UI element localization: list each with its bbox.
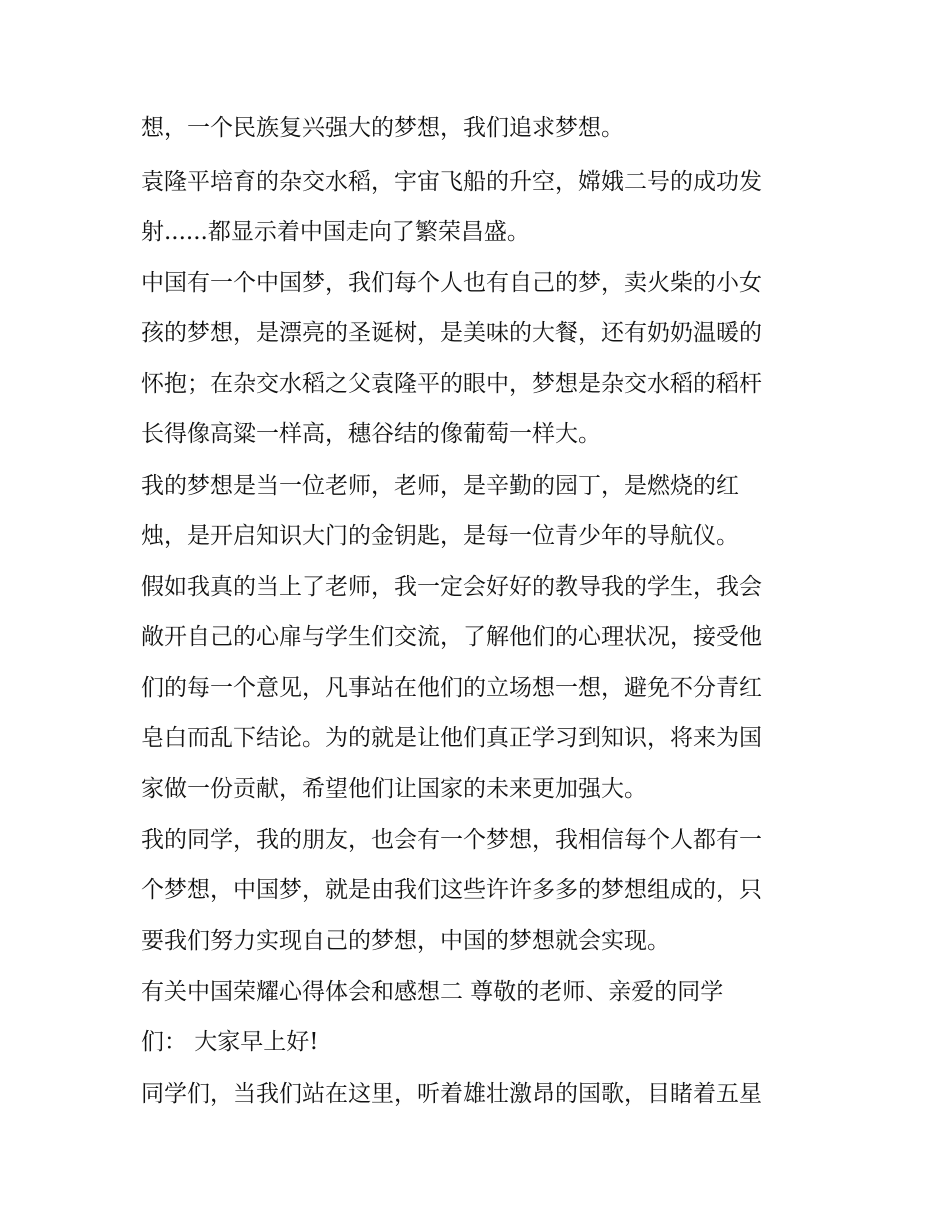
text-line: 怀抱；在杂交水稻之父袁隆平的眼中，梦想是杂交水稻的稻杆	[141, 371, 762, 397]
text-line: 中国有一个中国梦，我们每个人也有自己的梦，卖火柴的小女	[141, 270, 762, 296]
text-line: 有关中国荣耀心得体会和感想二 尊敬的老师、亲爱的同学	[141, 979, 724, 1005]
text-line: 想，一个民族复兴强大的梦想，我们追求梦想。	[141, 115, 624, 141]
text-line: 假如我真的当上了老师，我一定会好好的教导我的学生，我会	[141, 574, 762, 600]
text-line: 我的同学，我的朋友，也会有一个梦想，我相信每个人都有一	[141, 827, 762, 853]
text-line: 袁隆平培育的杂交水稻，宇宙飞船的升空，嫦娥二号的成功发	[141, 169, 762, 195]
text-line: 同学们，当我们站在这里，听着雄壮激昂的国歌，目睹着五星	[141, 1081, 762, 1107]
text-line: 要我们努力实现自己的梦想，中国的梦想就会实现。	[141, 928, 670, 954]
text-line: 孩的梦想，是漂亮的圣诞树，是美味的大餐，还有奶奶温暖的	[141, 320, 762, 346]
text-line: 烛，是开启知识大门的金钥匙，是每一位青少年的导航仪。	[141, 523, 739, 549]
text-line: 我的梦想是当一位老师，老师，是辛勤的园丁，是燃烧的红	[141, 473, 739, 499]
text-line: 家做一份贡献，希望他们让国家的未来更加强大。	[141, 776, 647, 802]
text-line: 们的每一个意见，凡事站在他们的立场想一想，避免不分青红	[141, 675, 762, 701]
text-line: 皂白而乱下结论。为的就是让他们真正学习到知识，将来为国	[141, 725, 762, 751]
text-line: 长得像高粱一样高，穗谷结的像葡萄一样大。	[141, 421, 601, 447]
text-line: 们： 大家早上好!	[141, 1029, 319, 1055]
text-line: 敞开自己的心扉与学生们交流，了解他们的心理状况，接受他	[141, 624, 762, 650]
text-line: 射......都显示着中国走向了繁荣昌盛。	[141, 219, 530, 245]
text-line: 个梦想，中国梦，就是由我们这些许许多多的梦想组成的，只	[141, 877, 762, 903]
